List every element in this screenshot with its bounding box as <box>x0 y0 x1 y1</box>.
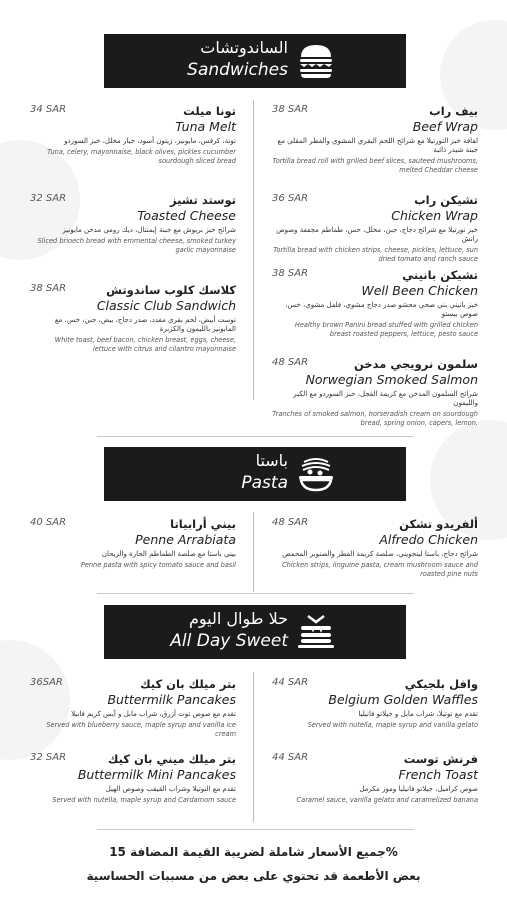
item-price: 48 SAR <box>272 517 309 528</box>
item-price: 36 SAR <box>272 193 309 204</box>
item-name-ar: بيني أرابياتا <box>170 517 236 531</box>
item-name-ar: سلمون نرويجي مدخن <box>353 357 478 371</box>
footer-vat-note: جميع الأسعار شاملة لضريبة القيمة المضافة 15% <box>109 845 398 859</box>
menu-item-penne-arrabiata <box>30 517 236 570</box>
item-price: 38 SAR <box>30 283 67 294</box>
menu-item-tuna-melt <box>30 104 236 165</box>
item-name-ar: كلاسك كلوب ساندوتش <box>106 283 236 297</box>
menu-item-classic-club-sandwich <box>30 283 236 353</box>
section-banner-sandwiches <box>104 34 406 88</box>
burger-icon <box>296 41 336 81</box>
menu-item-buttermilk-mini-pancakes <box>30 752 236 805</box>
pancake-stack-icon <box>296 612 336 652</box>
section-banner-pasta <box>104 447 406 501</box>
item-price: 44 SAR <box>272 677 309 688</box>
item-desc-en: Healthy brown Panini bread stuffed with grilled chicken breast roasted peppers, lettuce, pesto sauce <box>294 321 478 338</box>
item-name-en: Well Been Chicken <box>361 283 478 298</box>
item-name-en: Beef Wrap <box>412 119 478 134</box>
item-name-ar: فرنش توست <box>403 752 478 766</box>
menu-item-belgium-golden-waffles <box>272 677 478 730</box>
footer-allergen-note: بعض الأطعمة قد تحتوي على بعض من مسببات الحساسية <box>86 869 421 883</box>
item-name-ar: توستد تشيز <box>169 193 236 207</box>
column-divider <box>253 512 254 592</box>
item-desc-ar: تونة، كرفس، مايونيز، زيتون أسود، خيار مخلل، خبز السوردو <box>64 137 236 145</box>
menu-item-toasted-cheese <box>30 193 236 254</box>
section-title-en: Pasta <box>241 473 288 493</box>
column-divider <box>253 672 254 822</box>
item-name-ar: ألفريدو تشكن <box>399 517 478 531</box>
item-desc-en: Tortilla bread with chicken strips, cheese, pickles, lettuce, sun dried tomato and ranch sauce <box>273 246 478 263</box>
item-desc-ar: شرائح السلمون المدخن مع كريمة الفجل، خبز السوردو مع الكبر والليمون <box>293 390 478 407</box>
section-separator <box>97 593 414 594</box>
item-desc-en: Caramel sauce, vanilla gelato and caramelized banana <box>296 796 478 804</box>
item-price: 32 SAR <box>30 193 67 204</box>
item-name-ar: تشيكن راب <box>414 193 478 207</box>
section-title-ar: الساندوتشات <box>200 38 288 57</box>
item-desc-ar: لفافة خبز التورتيلا مع شرائح اللحم البقري المشوي والفطر المقلي مع جبنة شيدر ذائبة <box>277 137 478 154</box>
menu-item-buttermilk-pancakes <box>30 677 236 738</box>
section-separator <box>97 436 414 437</box>
menu-item-alfredo-chicken <box>272 517 478 578</box>
item-name-en: Belgium Golden Waffles <box>328 692 478 707</box>
item-desc-en: Tortilla bread roll with grilled beef slices, sauteed mushrooms, melted Cheddar cheese <box>272 157 478 174</box>
menu-item-norwegian-smoked-salmon <box>272 357 478 427</box>
item-price: 38 SAR <box>272 104 309 115</box>
column-divider <box>253 100 254 400</box>
item-desc-en: Penne pasta with spicy tomato sauce and basil <box>80 561 236 569</box>
item-name-en: Classic Club Sandwich <box>96 298 236 313</box>
item-name-en: Buttermilk Pancakes <box>107 692 236 707</box>
item-name-en: Chicken Wrap <box>391 208 478 223</box>
item-desc-ar: تقدم مع نوتيلا، شراب مابل و جيلاتو فانيليا <box>358 710 478 718</box>
item-desc-en: Chicken strips, linguine pasta, cream mushroom sauce and roasted pine nuts <box>282 561 478 578</box>
item-desc-en: Tranches of smoked salmon, horseradish cream on sourdough bread, spring onion, capers, lemon. <box>272 410 478 427</box>
item-desc-en: Served with nutella, maple syrup and Cardamom sauce <box>52 796 236 804</box>
item-desc-ar: بيني باستا مع صلصة الطماطم الحارة والريحان <box>101 550 236 558</box>
section-title-ar: حلا طوال اليوم <box>189 609 288 628</box>
section-title-en: Sandwiches <box>187 60 288 80</box>
item-name-en: Norwegian Smoked Salmon <box>305 372 478 387</box>
item-desc-ar: شرائح خبز بريوش مع جبنة إيمنتال، ديك رومي مدخن مايونيز <box>62 226 236 234</box>
menu-item-beef-wrap <box>272 104 478 174</box>
item-name-ar: بتر ميلك بان كيك <box>140 677 236 691</box>
item-name-en: Buttermilk Mini Pancakes <box>77 767 236 782</box>
menu-item-well-been-chicken <box>272 268 478 338</box>
item-desc-en: White toast, beef bacon, chicken breast, eggs, cheese, lettuce with citrus and cilantro mayonnaise <box>54 336 236 353</box>
item-name-en: Penne Arrabiata <box>135 532 236 547</box>
item-name-en: French Toast <box>398 767 478 782</box>
item-desc-en: Sliced brioech bread with emmental cheese, smoked turkey garlic mayonnaise <box>37 237 236 254</box>
item-desc-ar: شرائح دجاج، باستا لينجويني، صلصة كريمة الفطر والصنوبر المحمص <box>282 550 478 558</box>
item-price: 48 SAR <box>272 357 309 368</box>
item-price: 40 SAR <box>30 517 67 528</box>
section-banner-all-day-sweet <box>104 605 406 659</box>
item-desc-ar: تقدم مع النوتيلا وشراب القيقب وصوص الهيل <box>105 785 236 793</box>
item-price: 36SAR <box>30 677 63 688</box>
pasta-bowl-icon <box>296 454 336 494</box>
section-title-en: All Day Sweet <box>170 631 288 651</box>
item-name-en: Tuna Melt <box>175 119 236 134</box>
item-price: 32 SAR <box>30 752 67 763</box>
item-price: 34 SAR <box>30 104 67 115</box>
item-name-en: Toasted Cheese <box>137 208 236 223</box>
item-desc-ar: صوص كراميل، جيلاتو فانيليا وموز مكرمل <box>359 785 478 793</box>
item-price: 38 SAR <box>272 268 309 279</box>
item-name-ar: بيف راب <box>429 104 478 118</box>
item-desc-ar: تقدم مع صوص توت أزرق، شراب مابل و آيس كريم فانيلا <box>71 710 236 718</box>
menu-item-chicken-wrap <box>272 193 478 263</box>
item-desc-ar: توست أبيض، لحم بقري مقدد، صدر دجاج، بيض، جبن، خس، مع المايونيز بالليمون والكزبرة <box>54 316 236 333</box>
item-desc-en: Tuna, celery, mayonnaise, black olives, pickles cucumber sourdough sliced bread <box>47 148 236 165</box>
item-desc-ar: خبز بانيني بني صحي محشو صدر دجاج مشوي، فلفل مشوي، خس، صوص بيستو <box>285 301 478 318</box>
item-desc-en: Served with nutella, maple syrup and vanilla gelato <box>307 721 478 729</box>
section-title-ar: باستا <box>255 451 288 470</box>
item-name-ar: تونا ميلت <box>183 104 236 118</box>
item-desc-en: Served with blueberry sauce, maple syrup and vanilla ice cream <box>46 721 236 738</box>
item-name-ar: بتر ميلك ميني بان كيك <box>107 752 236 766</box>
item-desc-ar: خبز تورتيلا مع شرائح دجاج، جبن، مخلل، خس، طماطم مجففة وصوص رانش <box>276 226 478 243</box>
item-name-en: Alfredo Chicken <box>379 532 478 547</box>
item-name-ar: وافل بلجيكي <box>404 677 478 691</box>
item-name-ar: تشيكن بانيني <box>402 268 478 282</box>
item-price: 44 SAR <box>272 752 309 763</box>
section-separator <box>97 829 414 830</box>
menu-item-french-toast <box>272 752 478 805</box>
